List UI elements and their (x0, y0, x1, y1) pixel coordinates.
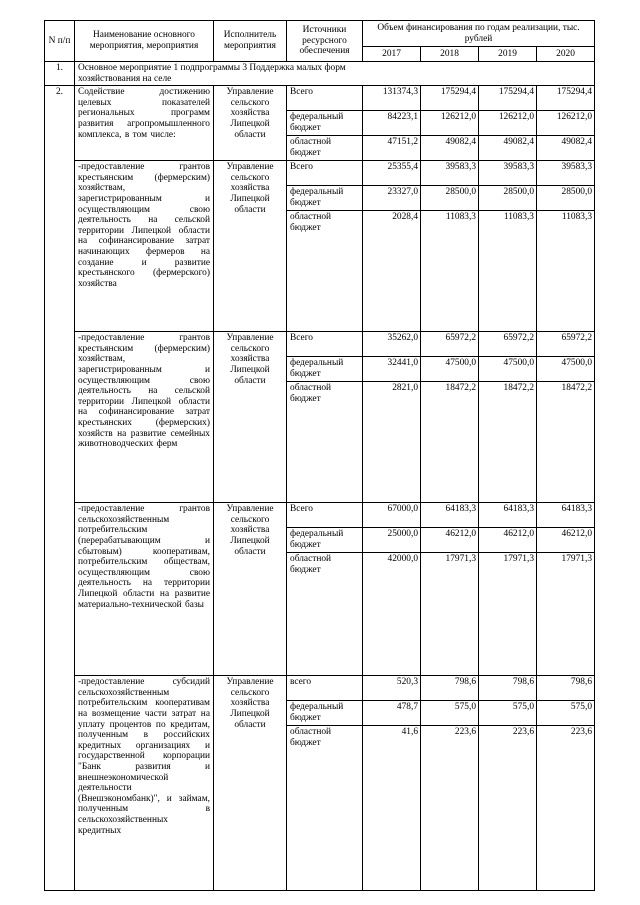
header-num: N п/п (45, 21, 75, 62)
value-cell: 65972,2 (479, 332, 537, 357)
value-cell: 798,6 (421, 676, 479, 701)
value-cell: 131374,3 (363, 86, 421, 111)
value-cell: 42000,0 (363, 553, 421, 676)
value-cell: 46212,0 (537, 528, 595, 553)
value-cell: 17971,3 (421, 553, 479, 676)
funding-table (44, 20, 595, 891)
value-cell: 18472,2 (421, 382, 479, 503)
value-cell: 25000,0 (363, 528, 421, 553)
header-sources: Источники ресурсного обеспечения (287, 21, 363, 62)
value-cell: 47151,2 (363, 136, 421, 161)
value-cell: 126212,0 (421, 111, 479, 136)
source-cell: всего (287, 676, 363, 701)
value-cell: 28500,0 (537, 186, 595, 211)
header-executor: Исполнитель мероприятия (214, 21, 287, 62)
value-cell: 223,6 (537, 726, 595, 891)
table-row (45, 161, 595, 186)
item-executor: Управление сельского хозяйства Липецкой области (214, 86, 287, 161)
value-cell: 575,0 (479, 701, 537, 726)
value-cell: 67000,0 (363, 503, 421, 528)
document-page (44, 20, 594, 891)
value-cell: 65972,2 (537, 332, 595, 357)
value-cell: 798,6 (537, 676, 595, 701)
value-cell: 39583,3 (421, 161, 479, 186)
value-cell: 175294,4 (421, 86, 479, 111)
value-cell: 2028,4 (363, 211, 421, 332)
header-year: 2019 (479, 47, 537, 62)
value-cell: 64183,3 (537, 503, 595, 528)
source-cell: областной бюджет (287, 211, 363, 332)
activity-executor: Управление сельского хозяйства Липецкой области (214, 676, 287, 891)
value-cell: 11083,3 (537, 211, 595, 332)
item-num: 2. (45, 86, 75, 161)
value-cell: 47500,0 (479, 357, 537, 382)
value-cell: 84223,1 (363, 111, 421, 136)
value-cell: 49082,4 (421, 136, 479, 161)
header-row (45, 21, 595, 47)
activity-executor: Управление сельского хозяйства Липецкой области (214, 161, 287, 332)
value-cell: 223,6 (421, 726, 479, 891)
source-cell: областной бюджет (287, 136, 363, 161)
source-cell: Всего (287, 86, 363, 111)
value-cell: 126212,0 (537, 111, 595, 136)
value-cell: 64183,3 (421, 503, 479, 528)
value-cell: 175294,4 (479, 86, 537, 111)
value-cell: 39583,3 (479, 161, 537, 186)
value-cell: 11083,3 (421, 211, 479, 332)
value-cell: 126212,0 (479, 111, 537, 136)
item-num-empty (45, 332, 75, 503)
source-cell: федеральный бюджет (287, 528, 363, 553)
value-cell: 18472,2 (479, 382, 537, 503)
value-cell: 17971,3 (479, 553, 537, 676)
source-cell: областной бюджет (287, 726, 363, 891)
header-name: Наименование основного мероприятия, мероприятия (75, 21, 214, 62)
section-title: Основное мероприятие 1 подпрограммы 3 Поддержка малых форм хозяйствования на селе (75, 62, 595, 86)
activity-name: -предоставление грантов крестьянским (фермерским) хозяйствам, зарегистрированным и осуществляющим свою деятельность на сельской территории Липецкой области на софинансирование затрат крестьянских (фермерских) хозяйств на развитие семейных животноводческих ферм (75, 332, 214, 503)
source-cell: федеральный бюджет (287, 357, 363, 382)
section-num: 1. (45, 62, 75, 86)
value-cell: 47500,0 (421, 357, 479, 382)
item-num-empty (45, 676, 75, 891)
item-name: Содействие достижению целевых показателей региональных программ развития агропромышленного комплекса, в том числе: (75, 86, 214, 161)
value-cell: 65972,2 (421, 332, 479, 357)
value-cell: 223,6 (479, 726, 537, 891)
value-cell: 520,3 (363, 676, 421, 701)
value-cell: 49082,4 (479, 136, 537, 161)
value-cell: 175294,4 (537, 86, 595, 111)
activity-name: -предоставление субсидий сельскохозяйственным потребительским кооперативам на возмещение части затрат на уплату процентов по кредитам, полученным в российских кредитных организациях и государственной корпорации "Банк развития и внешнеэкономической деятельности (Внешэкономбанк)", и займам, полученным в сельскохозяйственных кредитных (75, 676, 214, 891)
source-cell: Всего (287, 161, 363, 186)
value-cell: 39583,3 (537, 161, 595, 186)
value-cell: 11083,3 (479, 211, 537, 332)
value-cell: 47500,0 (537, 357, 595, 382)
source-cell: Всего (287, 503, 363, 528)
value-cell: 18472,2 (537, 382, 595, 503)
value-cell: 798,6 (479, 676, 537, 701)
value-cell: 46212,0 (421, 528, 479, 553)
value-cell: 46212,0 (479, 528, 537, 553)
section-row (45, 62, 595, 86)
value-cell: 35262,0 (363, 332, 421, 357)
source-cell: Всего (287, 332, 363, 357)
activity-name: -предоставление грантов крестьянским (фермерским) хозяйствам, зарегистрированным и осуществляющим свою деятельность на сельской территории Липецкой области на софинансирование затрат начинающих фермеров на создание и развитие крестьянского (фермерского) хозяйства (75, 161, 214, 332)
source-cell: областной бюджет (287, 382, 363, 503)
activity-executor: Управление сельского хозяйства Липецкой области (214, 332, 287, 503)
value-cell: 478,7 (363, 701, 421, 726)
source-cell: федеральный бюджет (287, 186, 363, 211)
value-cell: 2821,0 (363, 382, 421, 503)
table-row (45, 332, 595, 357)
activity-name: -предоставление грантов сельскохозяйственным потребительским (перерабатывающим и сбытовым) кооперативам, потребительским обществам, осуществляющим свою деятельность на территории Липецкой области на развитие материально-технической базы (75, 503, 214, 676)
value-cell: 575,0 (537, 701, 595, 726)
item-num-empty (45, 161, 75, 332)
value-cell: 32441,0 (363, 357, 421, 382)
header-funding: Объем финансирования по годам реализации, тыс. рублей (363, 21, 595, 47)
value-cell: 28500,0 (479, 186, 537, 211)
header-year: 2020 (537, 47, 595, 62)
value-cell: 49082,4 (537, 136, 595, 161)
value-cell: 28500,0 (421, 186, 479, 211)
item-num-empty (45, 503, 75, 676)
source-cell: областной бюджет (287, 553, 363, 676)
header-year: 2017 (363, 47, 421, 62)
source-cell: федеральный бюджет (287, 701, 363, 726)
value-cell: 575,0 (421, 701, 479, 726)
value-cell: 17971,3 (537, 553, 595, 676)
value-cell: 23327,0 (363, 186, 421, 211)
source-cell: федеральный бюджет (287, 111, 363, 136)
table-row (45, 503, 595, 528)
value-cell: 64183,3 (479, 503, 537, 528)
value-cell: 41,6 (363, 726, 421, 891)
table-row (45, 86, 595, 111)
table-row (45, 676, 595, 701)
header-year: 2018 (421, 47, 479, 62)
activity-executor: Управление сельского хозяйства Липецкой области (214, 503, 287, 676)
value-cell: 25355,4 (363, 161, 421, 186)
